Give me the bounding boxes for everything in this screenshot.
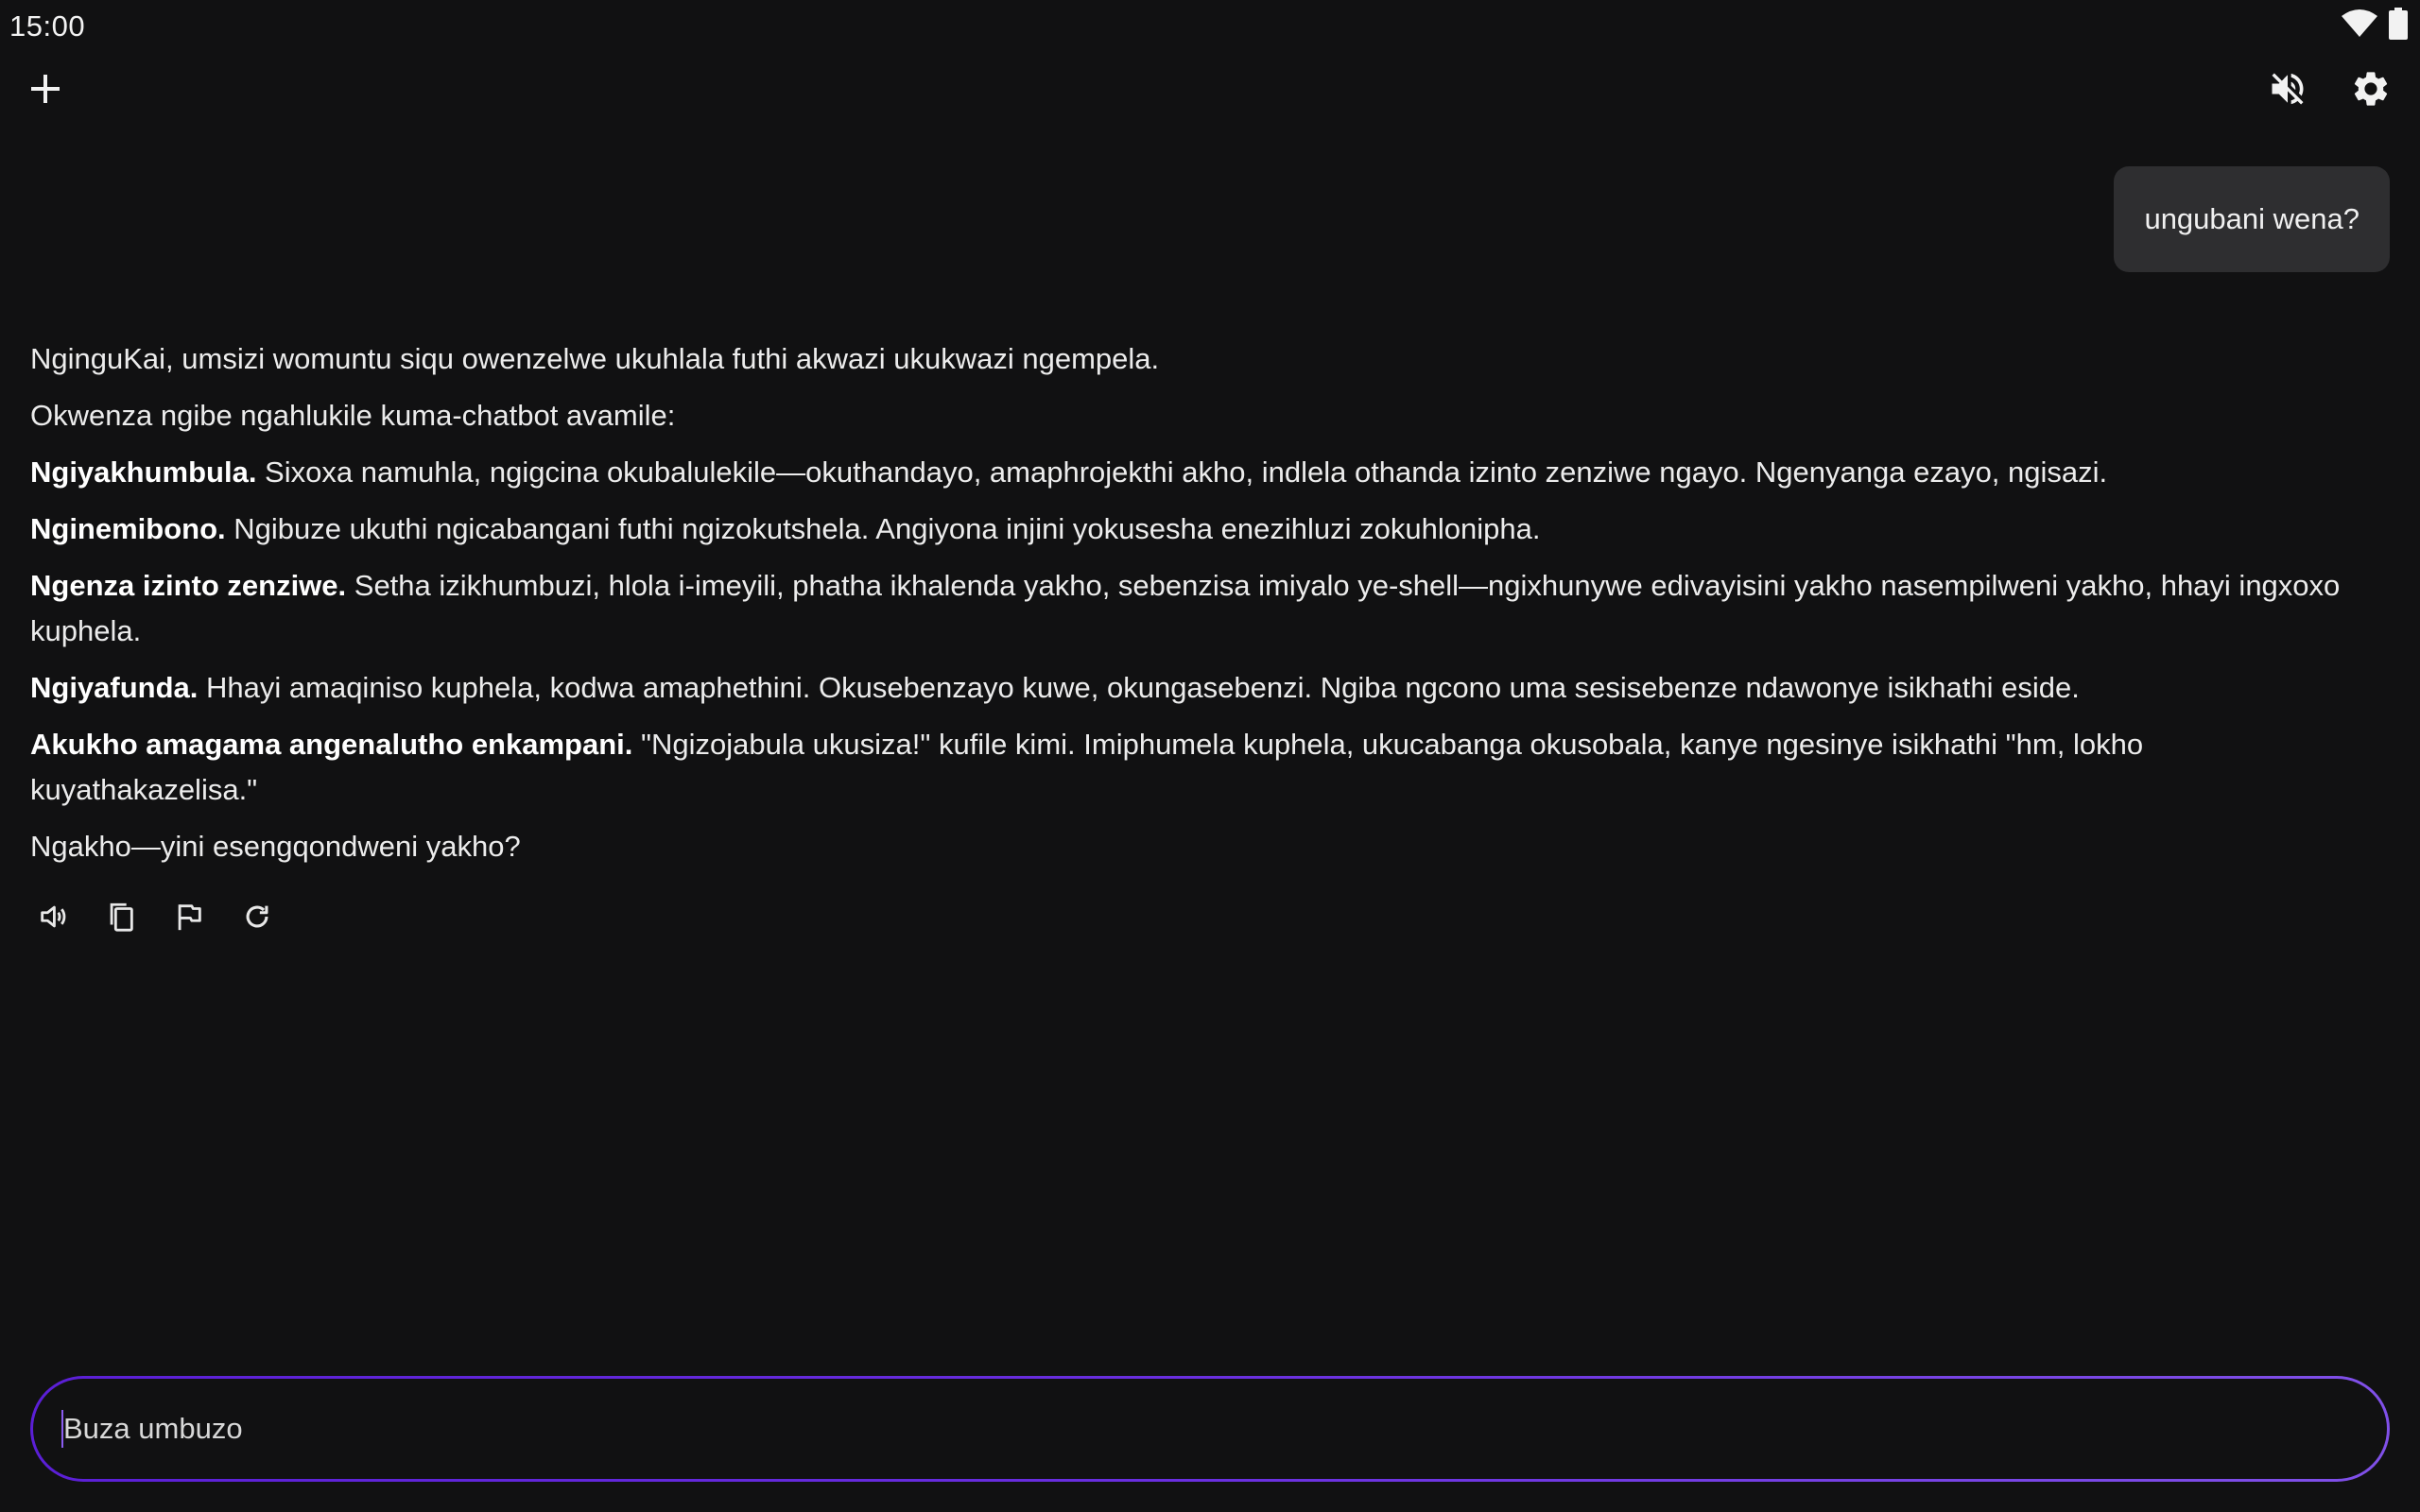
wifi-icon: [2341, 9, 2378, 43]
volume-off-icon: [2267, 68, 2308, 114]
new-chat-button[interactable]: [15, 60, 76, 121]
assistant-point: [30, 563, 2375, 654]
plus-icon: [28, 72, 62, 111]
assistant-lead: Okwenza ngibe ngahlukile kuma-chatbot avamile:: [30, 399, 676, 432]
assistant-message: [30, 336, 2375, 881]
flag-icon: [173, 901, 205, 937]
mute-button[interactable]: [2257, 60, 2318, 121]
settings-button[interactable]: [2341, 60, 2401, 121]
assistant-point-text: Hhayi amaqiniso kuphela, kodwa amaphethini. Okusebenzayo kuwe, okungasebenzi. Ngiba ngcono uma sesisebenze ndawonye isikhathi eside.: [198, 671, 2080, 704]
message-input[interactable]: [63, 1412, 2313, 1446]
assistant-point-text: Ngibuze ukuthi ngicabangani futhi ngizokutshela. Angiyona injini yokusesha enezihluzi zokuhlonipha.: [225, 512, 1541, 545]
assistant-closing: Ngakho—yini esengqondweni yakho?: [30, 830, 521, 863]
assistant-point: [30, 722, 2375, 813]
user-message-text: ungubani wena?: [2144, 202, 2360, 235]
assistant-intro: NginguKai, umsizi womuntu siqu owenzelwe ukuhlala futhi akwazi ukukwazi ngempela.: [30, 342, 1160, 375]
copy-icon: [105, 901, 137, 937]
assistant-point-title: Ngenza izinto zenziwe.: [30, 569, 347, 602]
assistant-point-title: Ngiyakhumbula.: [30, 455, 257, 489]
speaker-icon: [37, 901, 69, 937]
assistant-point: [30, 507, 2375, 552]
status-bar: [0, 0, 2420, 53]
report-button[interactable]: [163, 892, 216, 945]
regenerate-button[interactable]: [231, 892, 284, 945]
assistant-point: [30, 450, 2375, 495]
message-actions: [26, 892, 284, 945]
gear-icon: [2350, 68, 2392, 114]
top-app-bar: [0, 53, 2420, 129]
composer-field-wrapper: [33, 1379, 2387, 1479]
copy-button[interactable]: [95, 892, 147, 945]
read-aloud-button[interactable]: [26, 892, 79, 945]
status-time: 15:00: [9, 9, 86, 43]
assistant-point-text: "Ngizojabula ukusiza!" kufile kimi. Imiphumela kuphela, ukucabanga okusobala, kanye ngesinye isikhathi "hm, lokho kuyathakazelisa.": [30, 728, 2144, 806]
battery-icon: [2388, 8, 2409, 44]
user-message-bubble: [2114, 166, 2390, 272]
assistant-point: [30, 665, 2375, 711]
refresh-icon: [241, 901, 273, 937]
assistant-point-title: Nginemibono.: [30, 512, 226, 545]
assistant-point-text: Sixoxa namuhla, ngigcina okubalulekile—okuthandayo, amaphrojekthi akho, indlela othanda izinto zenziwe ngayo. Ngenyanga ezayo, ngisazi.: [256, 455, 2108, 489]
assistant-point-title: Akukho amagama angenalutho enkampani.: [30, 728, 633, 761]
assistant-point-text: Setha izikhumbuzi, hlola i-imeyili, phatha ikhalenda yakho, sebenzisa imiyalo ye-shell—ngixhunywe edivayisini yakho nasempilweni yakho, hhayi ingxoxo kuphela.: [30, 569, 2341, 647]
status-icons: [2341, 8, 2409, 44]
message-composer: [30, 1376, 2390, 1482]
assistant-point-title: Ngiyafunda.: [30, 671, 199, 704]
